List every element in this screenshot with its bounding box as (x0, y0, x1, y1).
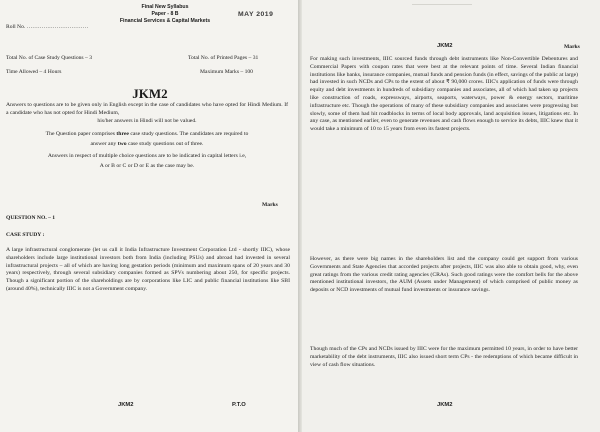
instruction-answer-count (6, 141, 288, 149)
right-footer-code: JKM2 (437, 402, 453, 408)
paper-label: Paper - 8 B (151, 11, 179, 17)
left-footer-code: JKM2 (118, 402, 134, 408)
paper-code-title: JKM2 (132, 86, 168, 101)
instruction-line-1: Answers to questions are to be given only in English except in the case of candidates who have opted for Hindi Medium. If a candidate who has not opted for Hindi Medium, (6, 102, 288, 116)
pto-label: P.T.O (232, 402, 246, 408)
scan-bleed-mark (412, 4, 472, 19)
case-study-para-1: For making such investments, IIIC sourced funds through debt instruments like Non-Convertible Debentures and Commercial Papers with coupon rates that were best at the relevant points of time. Several Indian financial institutions like banks, insurance companies, mutual funds and pension funds (in effect, savings of the public at large) had invested in such NCDs and CPs to the extent of about ₹ 90,000 crores. IIIC's application of funds were through equity and debt investments in hundreds of subsidiary companies and associates, all of which had taken up projects like construction of roads, expressways, airports, seaports, waterways, power & energy sectors, maritime infrastructure etc. Though the operations of many of these subsidiary companies and associates were progressing but slowly, some of them had hit roadblocks in terms of local body approvals, land acquisition issues, litigations etc. In any case, as mentioned earlier, even to generate revenues and cash flows enough to service its debts, IIIC knew that it would take a minimum of 10 to 15 years from even its fastest projects. (310, 56, 578, 133)
case-study-count: Total No. of Case Study Questions – 3 (6, 55, 92, 61)
right-marks-label: Marks (564, 44, 580, 50)
answer-count: two (117, 141, 127, 147)
case-study-para-2: However, as there were big names in the shareholders list and the company could get support from various Governments and State Agencies that accorded projects after projects, IIIC was also able to obtain good, why, even great ratings from the various credit rating agencies (CRAs). Such good ratings were the comfort bells for the above mentioned institutional investors, the AUM (Assets under Management) of which comprised of public money as deposits or NCD investments of mutual fund investments or insurance savings. (310, 256, 578, 294)
subject-label: Financial Services & Capital Markets (119, 18, 211, 24)
instruction-mcq: Answers in respect of multiple choice questions are to be indicated in capital letters i.e, (47, 153, 247, 159)
date-stamp: MAY 2019 (238, 11, 274, 18)
instruction-composition (6, 131, 288, 139)
left-page (0, 0, 298, 432)
composition-count: three (116, 131, 129, 137)
roll-no-field: Roll No. …………………………… (6, 24, 89, 30)
composition-text-c: case study questions. The candidates are required to (128, 131, 249, 137)
case-study-heading: CASE STUDY : (6, 232, 45, 238)
time-allowed: Time Allowed – 4 Hours (6, 69, 62, 75)
composition-text-a: The Question paper comprises (45, 131, 117, 137)
right-header-code: JKM2 (437, 43, 453, 49)
marks-label: Marks (262, 202, 278, 208)
syllabus-label: Final New Syllabus (141, 4, 189, 10)
case-study-text: A large infrastructural conglomerate (let us call it India Infrastructure Investment Corporation Ltd - shortly IIIC), whose shareholders include large institutional investors both from India (including PSUs) and abroad had invested in several infrastructural projects – all of which are having long gestation periods (minimum and maximum spans of 20 years and 30 years) respectively, through several subsidiary companies formed as SPVs numbering about 250, for specific projects. Though a significant portion of the shareholdings are by corporations like LIC and public financial institutions like SBI (around 40%), technically IIIC is not a Government company. (6, 247, 290, 292)
instruction-language (6, 102, 288, 118)
answer-text-c: case study questions out of three. (126, 141, 204, 147)
case-study-para-3: Though much of the CPs and NCDs issued by IIIC were for the maximum permitted 10 years, in order to have better marketability of the debt instruments, IIIC also issued short term CPs - the redemptions of which became difficult in view of cash flow situations. (310, 346, 578, 368)
question-heading: QUESTION NO. – 1 (6, 215, 56, 221)
right-page (302, 0, 600, 432)
instruction-mcq-options: A or B or C or D or E as the case may be. (99, 163, 195, 169)
maximum-marks: Maximum Marks – 100 (200, 69, 253, 75)
printed-pages-count: Total No. of Printed Pages – 31 (188, 55, 259, 61)
answer-text-a: answer any (90, 141, 118, 147)
instruction-hindi: his/her answers in Hindi will not be valued. (97, 118, 197, 124)
